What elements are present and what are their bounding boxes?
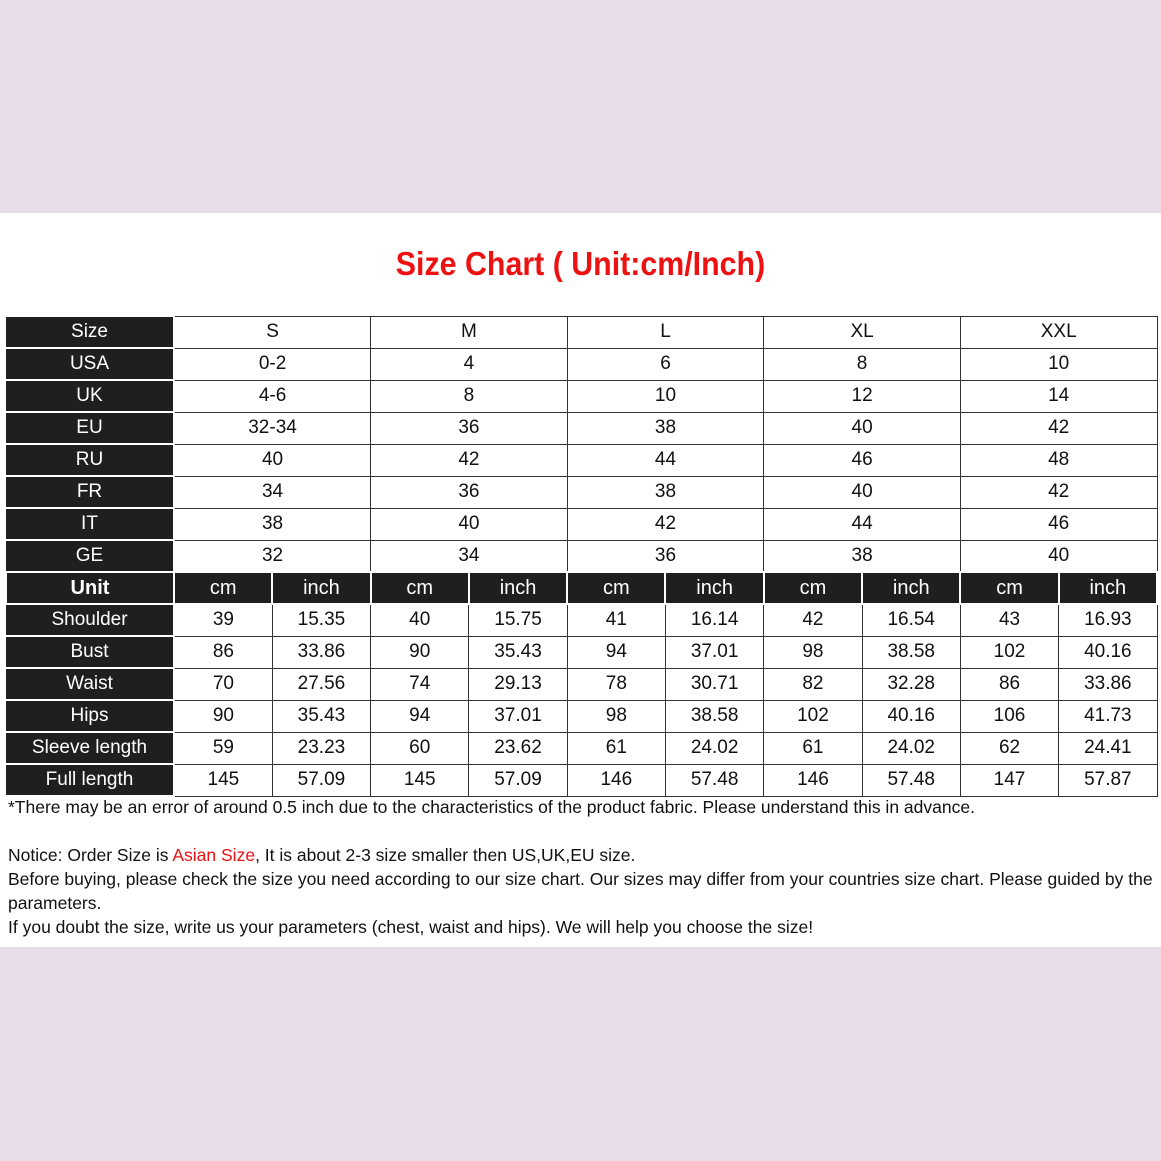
unit-cell: cm bbox=[960, 572, 1058, 604]
conversion-cell: 42 bbox=[960, 476, 1157, 508]
measurement-row bbox=[6, 636, 1157, 668]
measurement-cell: 35.43 bbox=[469, 636, 567, 668]
measurement-cell: 27.56 bbox=[272, 668, 370, 700]
unit-label: Unit bbox=[6, 572, 174, 604]
measurement-label: Shoulder bbox=[6, 604, 174, 636]
measurement-cell: 16.14 bbox=[665, 604, 763, 636]
unit-cell: inch bbox=[862, 572, 960, 604]
unit-cell: cm bbox=[174, 572, 272, 604]
measurement-cell: 70 bbox=[174, 668, 272, 700]
measurement-cell: 146 bbox=[764, 764, 862, 796]
size-column-header: L bbox=[567, 316, 764, 348]
measurement-cell: 37.01 bbox=[469, 700, 567, 732]
size-column-header: S bbox=[174, 316, 371, 348]
measurement-cell: 60 bbox=[371, 732, 469, 764]
notes-section bbox=[8, 795, 1158, 939]
measurement-cell: 146 bbox=[567, 764, 665, 796]
measurement-cell: 43 bbox=[960, 604, 1058, 636]
measurement-cell: 24.41 bbox=[1059, 732, 1157, 764]
conversion-cell: 38 bbox=[567, 476, 764, 508]
conversion-cell: 36 bbox=[371, 476, 568, 508]
conversion-cell: 40 bbox=[960, 540, 1157, 572]
measurement-cell: 61 bbox=[764, 732, 862, 764]
measurement-cell: 147 bbox=[960, 764, 1058, 796]
measurement-label: Sleeve length bbox=[6, 732, 174, 764]
measurement-cell: 102 bbox=[960, 636, 1058, 668]
measurement-cell: 98 bbox=[567, 700, 665, 732]
measurement-cell: 145 bbox=[371, 764, 469, 796]
doubt-note: If you doubt the size, write us your parameters (chest, waist and hips). We will help you choose the size! bbox=[8, 917, 814, 937]
unit-cell: cm bbox=[567, 572, 665, 604]
measurement-cell: 33.86 bbox=[272, 636, 370, 668]
unit-cell: inch bbox=[469, 572, 567, 604]
measurement-cell: 41 bbox=[567, 604, 665, 636]
size-chart-table bbox=[5, 315, 1158, 797]
conversion-cell: 8 bbox=[371, 380, 568, 412]
measurement-cell: 106 bbox=[960, 700, 1058, 732]
conversion-cell: 40 bbox=[174, 444, 371, 476]
conversion-cell: 10 bbox=[567, 380, 764, 412]
conversion-cell: 0-2 bbox=[174, 348, 371, 380]
conversion-cell: 32-34 bbox=[174, 412, 371, 444]
measurement-row bbox=[6, 700, 1157, 732]
measurement-label: Waist bbox=[6, 668, 174, 700]
measurement-cell: 30.71 bbox=[665, 668, 763, 700]
measurement-cell: 37.01 bbox=[665, 636, 763, 668]
conversion-row bbox=[6, 476, 1157, 508]
region-label: GE bbox=[6, 540, 174, 572]
unit-cell: cm bbox=[371, 572, 469, 604]
measurement-cell: 15.75 bbox=[469, 604, 567, 636]
unit-cell: inch bbox=[1059, 572, 1157, 604]
conversion-row bbox=[6, 348, 1157, 380]
measurement-cell: 16.93 bbox=[1059, 604, 1157, 636]
measurement-cell: 57.48 bbox=[665, 764, 763, 796]
conversion-cell: 46 bbox=[764, 444, 961, 476]
conversion-cell: 38 bbox=[567, 412, 764, 444]
measurement-row bbox=[6, 732, 1157, 764]
measurement-cell: 78 bbox=[567, 668, 665, 700]
measurement-cell: 32.28 bbox=[862, 668, 960, 700]
measurement-cell: 82 bbox=[764, 668, 862, 700]
measurement-cell: 41.73 bbox=[1059, 700, 1157, 732]
conversion-cell: 38 bbox=[174, 508, 371, 540]
region-label: EU bbox=[6, 412, 174, 444]
conversion-row bbox=[6, 540, 1157, 572]
notice-prefix: Notice: Order Size is bbox=[8, 845, 173, 865]
chart-title: Size Chart ( Unit:cm/Inch) bbox=[395, 245, 766, 282]
unit-cell: cm bbox=[764, 572, 862, 604]
conversion-cell: 8 bbox=[764, 348, 961, 380]
conversion-cell: 34 bbox=[371, 540, 568, 572]
size-chart-panel bbox=[0, 213, 1161, 947]
measurement-cell: 61 bbox=[567, 732, 665, 764]
conversion-row bbox=[6, 508, 1157, 540]
measurement-cell: 86 bbox=[174, 636, 272, 668]
measurement-cell: 38.58 bbox=[862, 636, 960, 668]
measurement-cell: 33.86 bbox=[1059, 668, 1157, 700]
notice-line bbox=[8, 843, 1158, 867]
region-label: FR bbox=[6, 476, 174, 508]
measurement-cell: 86 bbox=[960, 668, 1058, 700]
measurement-cell: 42 bbox=[764, 604, 862, 636]
measurement-row bbox=[6, 764, 1157, 796]
conversion-cell: 4 bbox=[371, 348, 568, 380]
before-buying-note: Before buying, please check the size you need according to our size chart. Our sizes may differ from your countries size chart. Please guided by the parameters. bbox=[8, 869, 1153, 913]
measurement-cell: 38.58 bbox=[665, 700, 763, 732]
conversion-cell: 40 bbox=[371, 508, 568, 540]
measurement-cell: 94 bbox=[567, 636, 665, 668]
measurement-cell: 94 bbox=[371, 700, 469, 732]
conversion-row bbox=[6, 444, 1157, 476]
measurement-cell: 15.35 bbox=[272, 604, 370, 636]
measurement-cell: 40 bbox=[371, 604, 469, 636]
conversion-cell: 6 bbox=[567, 348, 764, 380]
measurement-cell: 40.16 bbox=[862, 700, 960, 732]
measurement-cell: 98 bbox=[764, 636, 862, 668]
region-label: RU bbox=[6, 444, 174, 476]
measurement-cell: 29.13 bbox=[469, 668, 567, 700]
measurement-cell: 23.62 bbox=[469, 732, 567, 764]
measurement-cell: 39 bbox=[174, 604, 272, 636]
measurement-cell: 24.02 bbox=[665, 732, 763, 764]
region-label: USA bbox=[6, 348, 174, 380]
measurement-cell: 90 bbox=[371, 636, 469, 668]
conversion-cell: 12 bbox=[764, 380, 961, 412]
measurement-label: Bust bbox=[6, 636, 174, 668]
size-column-header: XL bbox=[764, 316, 961, 348]
conversion-cell: 44 bbox=[764, 508, 961, 540]
notice-suffix: , It is about 2-3 size smaller then US,UK,EU size. bbox=[255, 845, 636, 865]
measurement-cell: 16.54 bbox=[862, 604, 960, 636]
conversion-cell: 36 bbox=[567, 540, 764, 572]
size-column-header: M bbox=[371, 316, 568, 348]
conversion-cell: 34 bbox=[174, 476, 371, 508]
size-header-label: Size bbox=[6, 316, 174, 348]
measurement-cell: 145 bbox=[174, 764, 272, 796]
conversion-cell: 40 bbox=[764, 412, 961, 444]
conversion-cell: 38 bbox=[764, 540, 961, 572]
size-column-header: XXL bbox=[960, 316, 1157, 348]
conversion-cell: 10 bbox=[960, 348, 1157, 380]
conversion-cell: 42 bbox=[567, 508, 764, 540]
unit-cell: inch bbox=[665, 572, 763, 604]
conversion-row bbox=[6, 412, 1157, 444]
measurement-cell: 57.09 bbox=[272, 764, 370, 796]
asian-size-highlight: Asian Size bbox=[172, 845, 256, 865]
measurement-cell: 62 bbox=[960, 732, 1058, 764]
measurement-cell: 35.43 bbox=[272, 700, 370, 732]
measurement-cell: 57.87 bbox=[1059, 764, 1157, 796]
measurement-label: Full length bbox=[6, 764, 174, 796]
measurement-cell: 40.16 bbox=[1059, 636, 1157, 668]
unit-row bbox=[6, 572, 1157, 604]
measurement-cell: 57.48 bbox=[862, 764, 960, 796]
conversion-row bbox=[6, 380, 1157, 412]
measurement-cell: 90 bbox=[174, 700, 272, 732]
conversion-cell: 48 bbox=[960, 444, 1157, 476]
measurement-cell: 57.09 bbox=[469, 764, 567, 796]
conversion-cell: 32 bbox=[174, 540, 371, 572]
measurement-cell: 23.23 bbox=[272, 732, 370, 764]
measurement-cell: 24.02 bbox=[862, 732, 960, 764]
conversion-cell: 46 bbox=[960, 508, 1157, 540]
measurement-cell: 59 bbox=[174, 732, 272, 764]
size-header-row bbox=[6, 316, 1157, 348]
measurement-row bbox=[6, 604, 1157, 636]
conversion-cell: 44 bbox=[567, 444, 764, 476]
error-note: *There may be an error of around 0.5 inch due to the characteristics of the product fabric. Please understand this in advance. bbox=[8, 797, 975, 817]
region-label: UK bbox=[6, 380, 174, 412]
conversion-cell: 4-6 bbox=[174, 380, 371, 412]
conversion-cell: 42 bbox=[371, 444, 568, 476]
measurement-cell: 74 bbox=[371, 668, 469, 700]
unit-cell: inch bbox=[272, 572, 370, 604]
measurement-label: Hips bbox=[6, 700, 174, 732]
region-label: IT bbox=[6, 508, 174, 540]
conversion-cell: 36 bbox=[371, 412, 568, 444]
conversion-cell: 40 bbox=[764, 476, 961, 508]
conversion-cell: 42 bbox=[960, 412, 1157, 444]
measurement-cell: 102 bbox=[764, 700, 862, 732]
measurement-row bbox=[6, 668, 1157, 700]
conversion-cell: 14 bbox=[960, 380, 1157, 412]
